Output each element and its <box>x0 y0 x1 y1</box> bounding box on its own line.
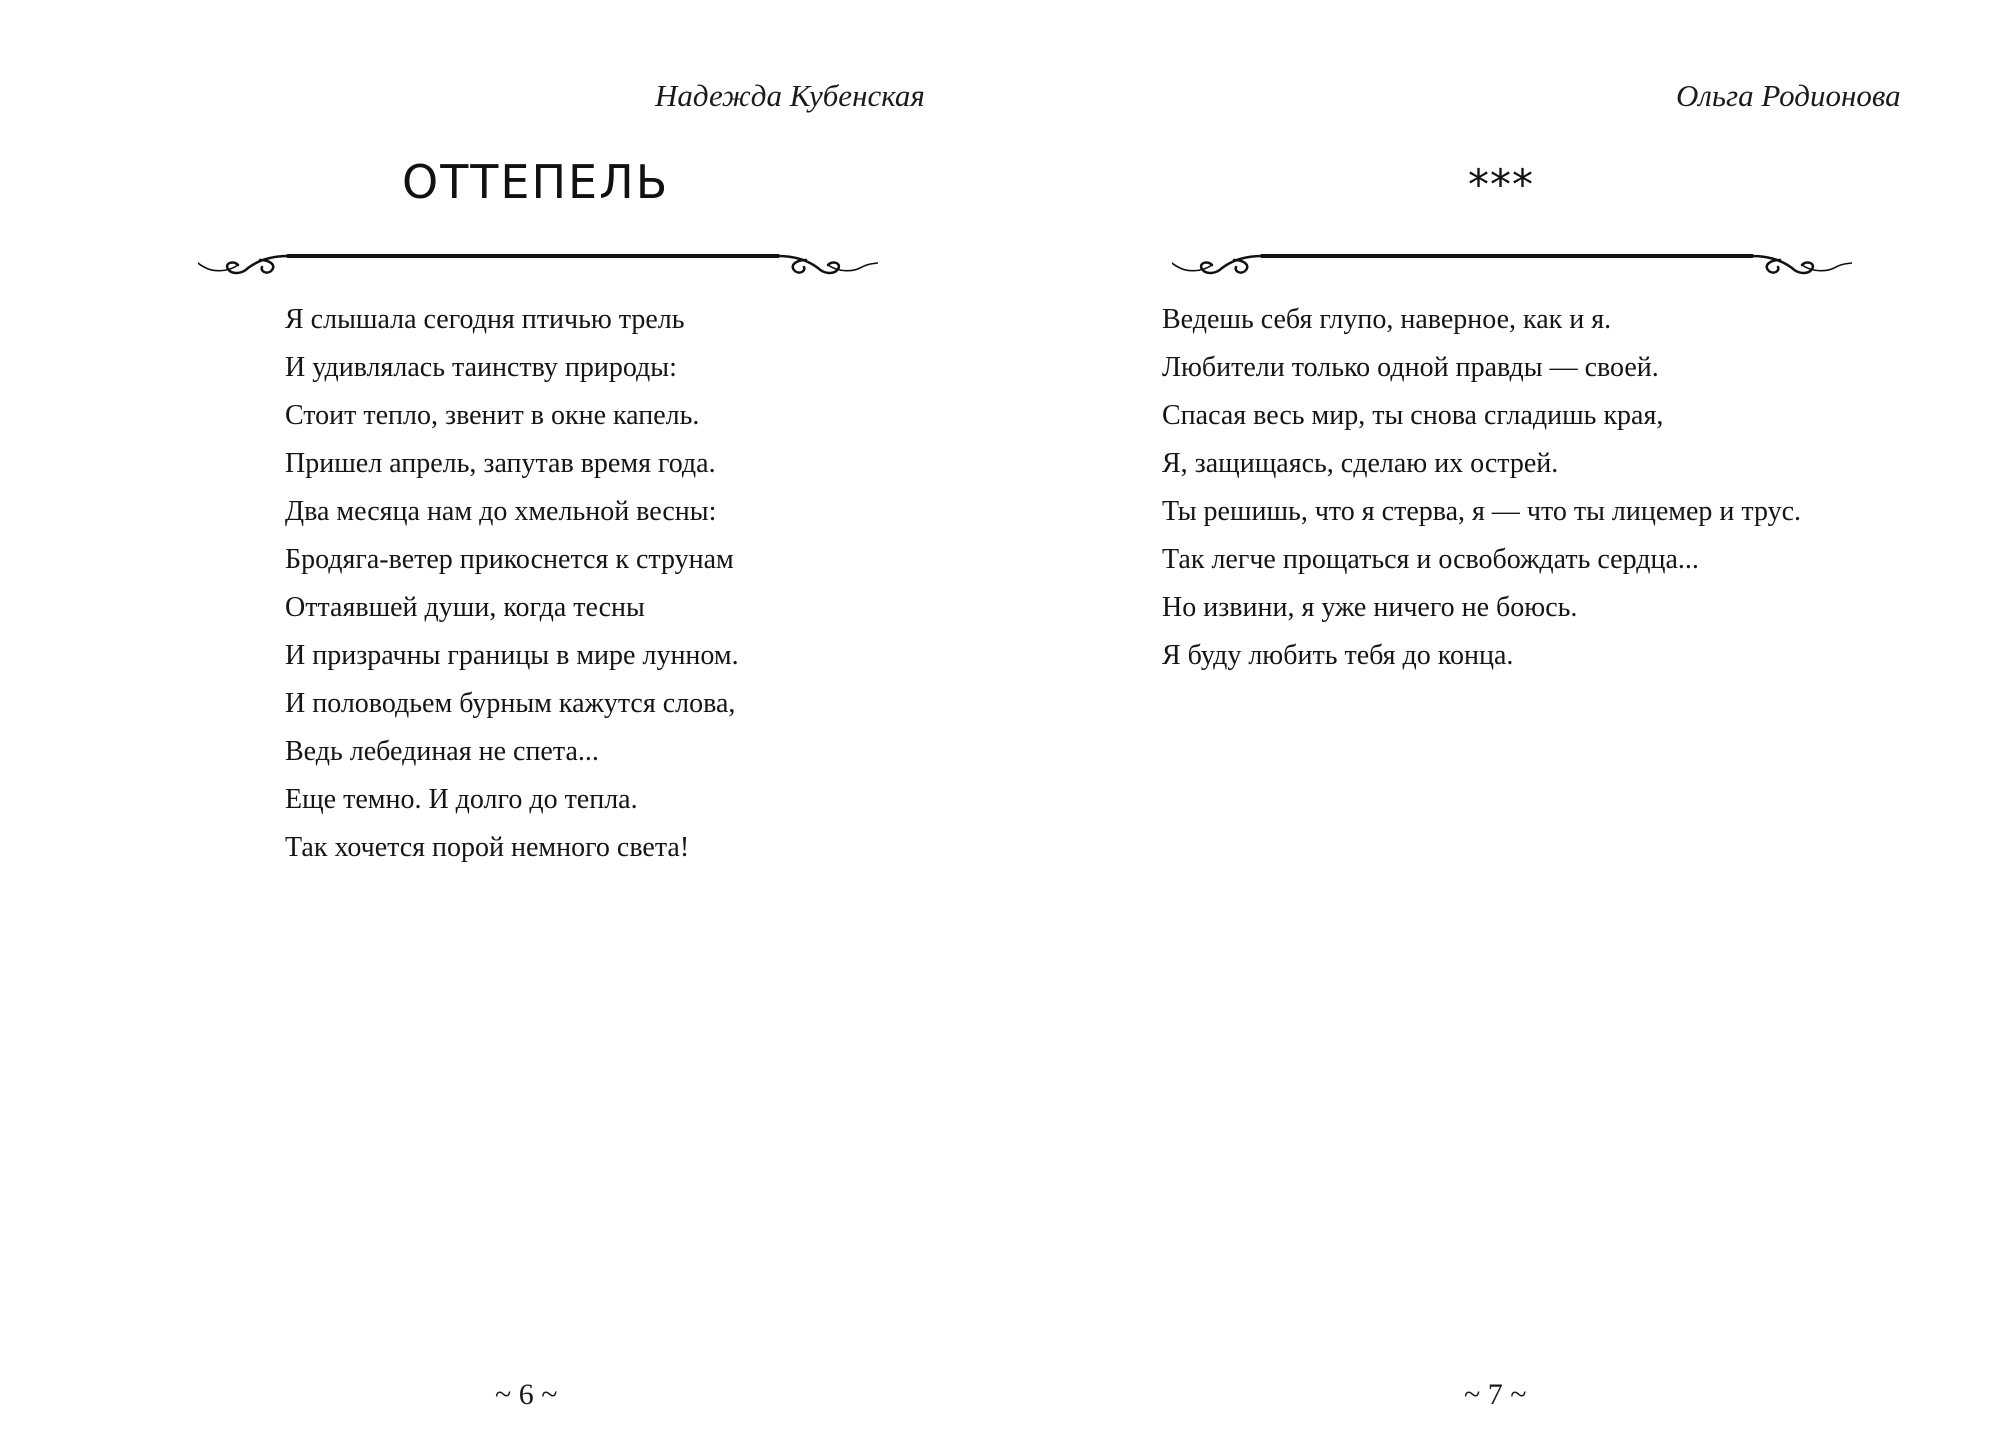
poem-line: Я слышала сегодня птичью трель <box>285 304 685 335</box>
poem-line: Так легче прощаться и освобождать сердца... <box>1162 544 1699 575</box>
poem-line: Оттаявшей души, когда тесны <box>285 592 645 623</box>
poem-line: Но извини, я уже ничего не боюсь. <box>1162 592 1578 623</box>
right-page-number: ~ 7 ~ <box>1464 1378 1527 1411</box>
poem-line: Два месяца нам до хмельной весны: <box>285 496 717 527</box>
flourish-divider-icon <box>1172 248 1852 282</box>
right-page <box>1000 0 2000 1443</box>
poem-line: И призрачны границы в мире лунном. <box>285 640 739 671</box>
left-poem-title: ОТТЕПЕЛЬ <box>402 155 670 209</box>
left-page-number: ~ 6 ~ <box>495 1378 558 1411</box>
poem-line: И удивлялась таинству природы: <box>285 352 677 383</box>
poem-line: Любители только одной правды — своей. <box>1162 352 1659 383</box>
left-running-head-author: Надежда Кубенская <box>655 78 925 113</box>
poem-line: Я буду любить тебя до конца. <box>1162 640 1514 671</box>
poem-line: Пришел апрель, запутав время года. <box>285 448 716 479</box>
flourish-divider-icon <box>198 248 878 282</box>
right-poem-title: *** <box>1468 160 1534 209</box>
poem-line: Бродяга-ветер прикоснется к струнам <box>285 544 734 575</box>
poem-line: Ведешь себя глупо, наверное, как и я. <box>1162 304 1612 335</box>
poem-line: И половодьем бурным кажутся слова, <box>285 688 736 719</box>
poem-line: Ты решишь, что я стерва, я — что ты лицемер и трус. <box>1162 496 1802 527</box>
left-poem-lines <box>285 296 739 872</box>
poem-line: Еще темно. И долго до тепла. <box>285 784 638 815</box>
poem-line: Стоит тепло, звенит в окне капель. <box>285 400 700 431</box>
poem-line: Спасая весь мир, ты снова сгладишь края, <box>1162 400 1664 431</box>
right-poem-lines <box>1162 296 1801 680</box>
poem-line: Ведь лебединая не спета... <box>285 736 599 767</box>
poem-line: Я, защищаясь, сделаю их острей. <box>1162 448 1559 479</box>
right-running-head-author: Ольга Родионова <box>1676 78 1901 113</box>
poem-line: Так хочется порой немного света! <box>285 832 690 863</box>
